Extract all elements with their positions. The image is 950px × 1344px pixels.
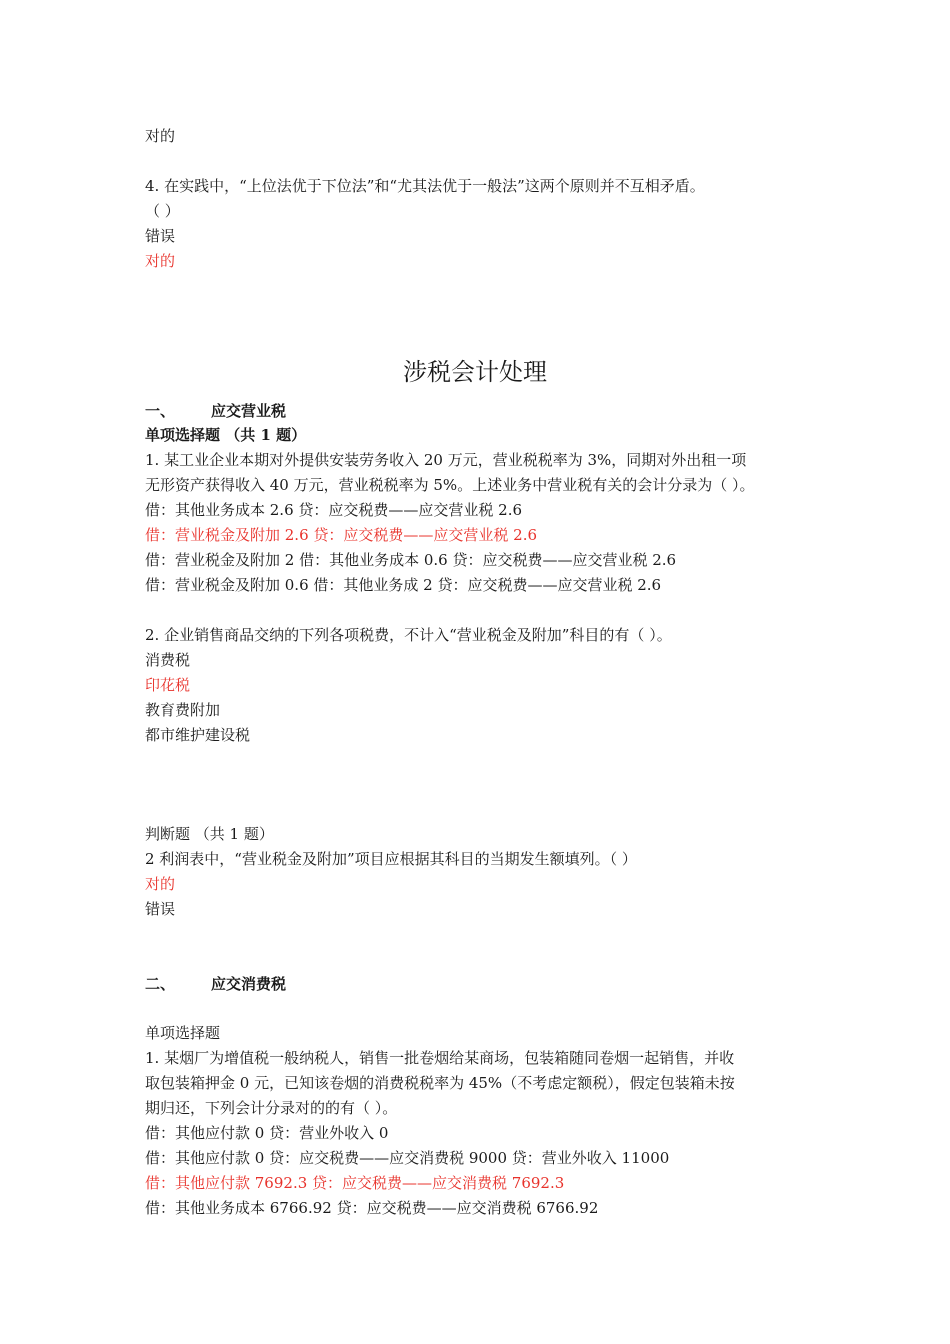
- question-4-option-correct: 对的: [145, 252, 176, 270]
- s1-q1-line2: 无形资产获得收入 40 万元，营业税税率为 5%。上述业务中营业税有关的会计分录为（ ）。: [145, 476, 755, 494]
- s2-q1-option-c: 借：其他应付款 7692.3 贷：应交税费——应交消费税 7692.3: [145, 1174, 565, 1192]
- section-1-name: 应交营业税: [211, 402, 287, 420]
- s1-judge-option-wrong: 错误: [145, 900, 176, 918]
- section-2-single-choice-heading: 单项选择题: [145, 1024, 221, 1042]
- s1-q2-option-d: 都市维护建设税: [145, 726, 251, 744]
- s1-q1-option-a: 借：其他业务成本 2.6 贷：应交税费——应交营业税 2.6: [145, 501, 523, 519]
- question-4-text: 4. 在实践中，“上位法优于下位法”和“尤其法优于一般法”这两个原则并不互相矛盾。: [145, 177, 705, 195]
- section-2-heading: [145, 974, 286, 994]
- question-4-option-wrong: 错误: [145, 227, 176, 245]
- s2-q1-line2: 取包装箱押金 0 元，已知该卷烟的消费税税率为 45%（不考虑定额税），假定包装箱未按: [145, 1074, 735, 1092]
- section-1-single-choice-heading: 单项选择题 （共 1 题）: [145, 426, 307, 444]
- s2-q1-option-b: 借：其他应付款 0 贷：应交税费——应交消费税 9000 贷：营业外收入 11000: [145, 1149, 670, 1167]
- page-title: 涉税会计处理: [403, 358, 547, 386]
- s2-q1-line1: 1. 某烟厂为增值税一般纳税人，销售一批卷烟给某商场，包装箱随同卷烟一起销售，并收: [145, 1049, 735, 1067]
- section-1-heading: [145, 401, 286, 421]
- s1-q1-option-c: 借：营业税金及附加 2 借：其他业务成本 0.6 贷：应交税费——应交营业税 2.6: [145, 551, 677, 569]
- section-1-judge-heading: 判断题 （共 1 题）: [145, 825, 274, 843]
- previous-answer: 对的: [145, 127, 176, 145]
- s1-q2-option-a: 消费税: [145, 651, 191, 669]
- s1-q1-option-b: 借：营业税金及附加 2.6 贷：应交税费——应交营业税 2.6: [145, 526, 538, 544]
- section-2-number: 二、: [145, 975, 176, 993]
- s1-q1-option-d: 借：营业税金及附加 0.6 借：其他业务成 2 贷：应交税费——应交营业税 2.6: [145, 576, 662, 594]
- s1-q2-text: 2. 企业销售商品交纳的下列各项税费，不计入“营业税金及附加”科目的有（ ）。: [145, 626, 672, 644]
- s1-judge-question: 2 利润表中，“营业税金及附加”项目应根据其科目的当期发生额填列。（ ）: [145, 850, 637, 868]
- s2-q1-option-d: 借：其他业务成本 6766.92 贷：应交税费——应交消费税 6766.92: [145, 1199, 599, 1217]
- s1-judge-option-correct: 对的: [145, 875, 176, 893]
- s2-q1-line3: 期归还，下列会计分录对的的有（ ）。: [145, 1099, 398, 1117]
- s1-q1-line1: 1. 某工业企业本期对外提供安装劳务收入 20 万元，营业税税率为 3%，同期对外出租一项: [145, 451, 747, 469]
- s1-q2-option-b: 印花税: [145, 676, 191, 694]
- s1-q2-option-c: 教育费附加: [145, 701, 221, 719]
- section-1-number: 一、: [145, 402, 176, 420]
- question-4-paren: （ ）: [145, 202, 180, 220]
- section-2-name: 应交消费税: [211, 975, 287, 993]
- s2-q1-option-a: 借：其他应付款 0 贷：营业外收入 0: [145, 1124, 389, 1142]
